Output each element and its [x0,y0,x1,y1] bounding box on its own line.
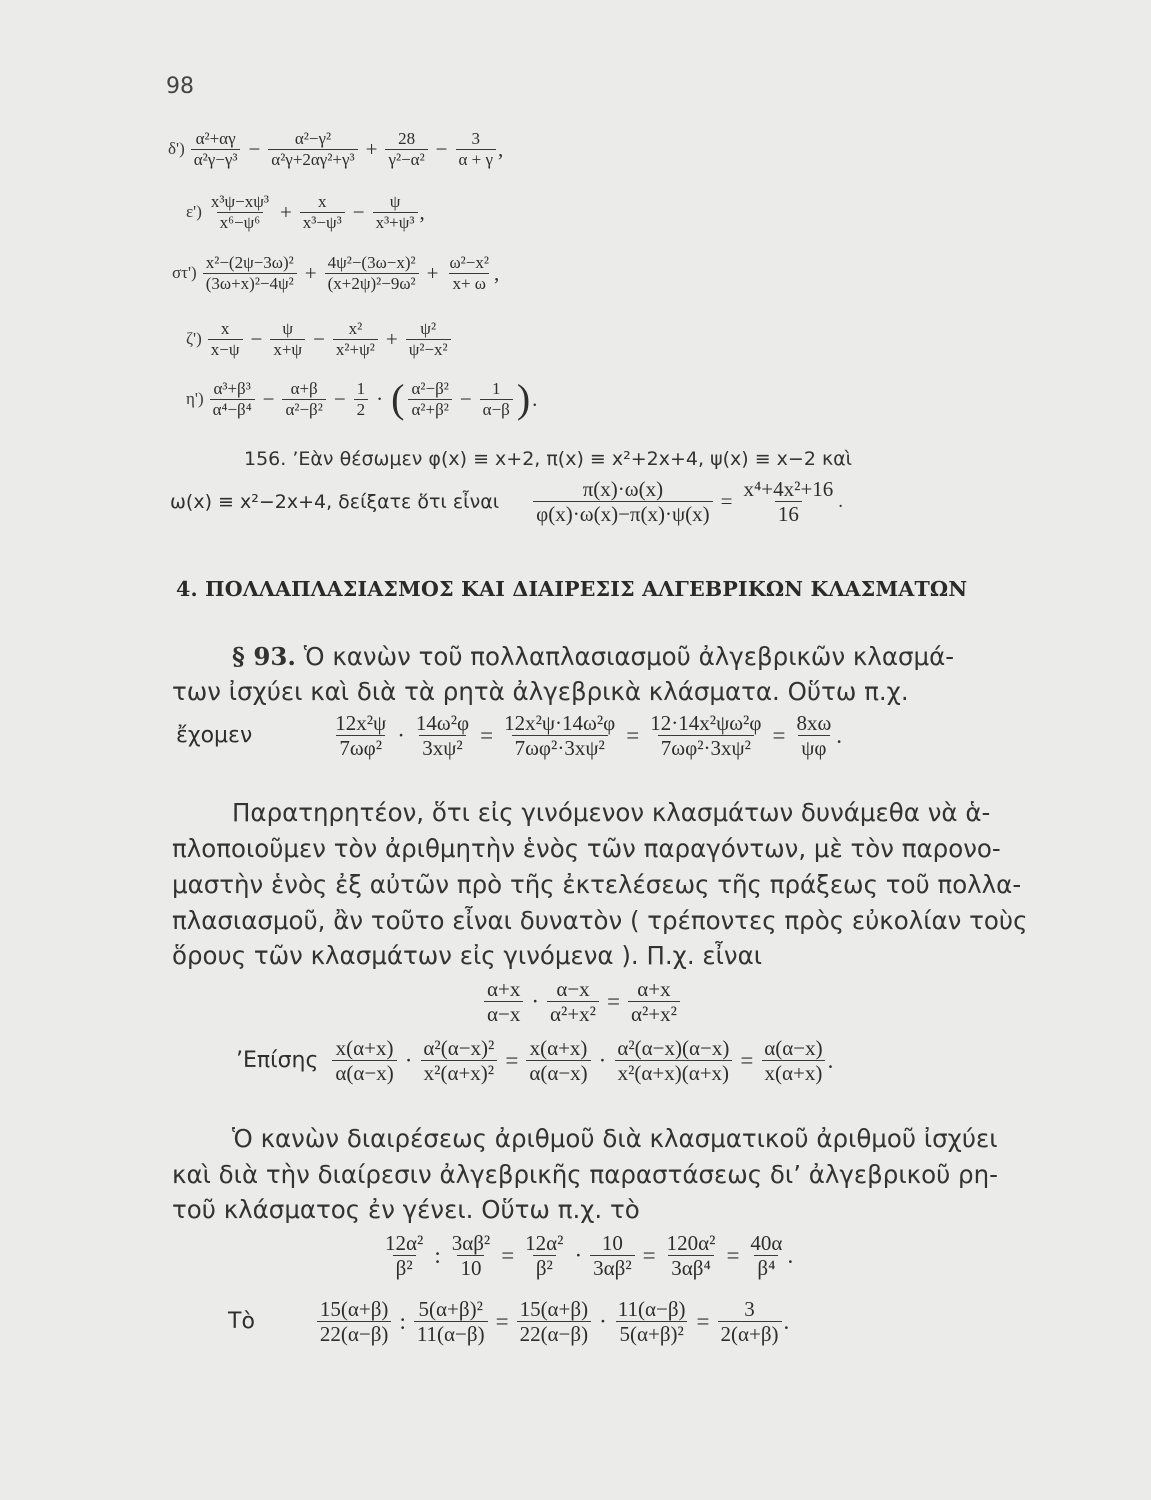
fraction-numerator: ψ [389,192,401,211]
fraction-numerator: α²−γ² [294,129,332,148]
exercise-156-line1: 156. ’Εὰν θέσωμεν φ(x) ≡ x+2, π(x) ≡ x²+2x+4, ψ(x) ≡ x−2 καὶ [244,448,853,470]
fraction-denominator: α²+x² [547,1001,599,1025]
fraction-numerator: 12·14x²ψω²φ [650,711,762,735]
fraction-numerator: ψ [282,319,294,338]
fraction-numerator: α²(α−x)² [423,1036,495,1060]
fraction-denominator: α²γ+2αγ²+γ³ [268,149,357,169]
fraction-numerator: 14ω²φ [415,711,470,735]
equation-prefix: Τὸ [228,1309,255,1335]
fraction-denominator: 22(α−β) [517,1321,592,1345]
paragraph-line: καὶ διὰ τὴν διαίρεσιν ἀλγεβρικῆς παραστάσεως δι’ ἀλγεβρικοῦ ρη- [172,1160,998,1189]
equation-simplify: $\frac{\alpha+x}{\alpha-x}$ · $\frac{\alpha-x}{\text{α²+x²}}$ = $\frac{\alpha+x}{\text{α²+x²}}$ [482,978,682,1025]
exercise-epsilon: ε') $\frac{\text{x³ψ−xψ³}}{\text{x⁶−ψ⁶}}$ + $\frac{x}{\text{x³−ψ³}}$ − $\frac{\psi}{\text{x³+ψ³}}$ , [186,192,425,232]
fraction-numerator: 10 [601,1231,623,1255]
fraction-denominator: x³−ψ³ [300,212,345,232]
fraction-numerator: 3 [744,1297,755,1321]
fraction-denominator: 5(α+β)² [616,1321,686,1345]
fraction-denominator: x−ψ [208,339,243,359]
fraction-numerator: 3αβ² [451,1231,491,1255]
section-heading: 4. ΠΟΛΛΑΠΛΑΣΙΑΣΜΟΣ ΚΑΙ ΔΙΑΙΡΕΣΙΣ ΑΛΓΕΒΡΙΚΩΝ ΚΛΑΣΜΑΤΩΝ [176,577,968,601]
paragraph-line: τοῦ κλάσματος ἐν γένει. Οὕτω π.χ. τὸ [172,1195,640,1224]
fraction-numerator: 15(α+β) [319,1297,389,1321]
fraction-denominator: 7ωφ²·3xψ² [658,735,754,759]
fraction-denominator: x+ψ [270,339,305,359]
fraction-denominator: 3xψ² [419,735,465,759]
fraction-numerator: 15(α+β) [519,1297,589,1321]
fraction-denominator: 3αβ² [590,1255,634,1279]
equation-prefix: ’Επίσης [236,1048,319,1074]
fraction-numerator: x³ψ−xψ³ [210,192,269,211]
fraction-denominator: β² [533,1255,556,1279]
fraction-denominator: α−β [480,399,513,419]
paragraph-line: Ὁ κανὼν διαιρέσεως ἀριθμοῦ διὰ κλασματικοῦ ἀριθμοῦ ἰσχύει [232,1124,998,1153]
fraction-denominator: α²+β² [408,399,451,419]
fraction-numerator: 3 [471,129,481,148]
exercise-delta: δ') $\frac{\text{α²+αγ}}{\text{α²γ−γ³}}$ − $\frac{\text{α²−γ²}}{\text{α²γ+2αγ²+γ³}}$ + $\frac{28}{\text{γ²−α²}}$ − $\frac{3}{\alpha + \gamma}$ , [168,129,504,169]
exercise-label: δ') [168,139,185,159]
fraction-denominator: 22(α−β) [317,1321,392,1345]
fraction-denominator: ψ²−x² [406,339,451,359]
fraction-denominator: ψφ [798,735,829,759]
fraction-numerator: x(α+x) [529,1036,588,1060]
fraction-denominator: 2(α+β) [718,1321,782,1345]
equation-also: ’Επίσης $\frac{x(\alpha+x)}{\alpha(\alpha-x)}$ · $\frac{\text{α²(α−x)²}}{\text{x²(α+x)²}}$ = $\frac{x(\alpha+x)}{\alpha(\alpha-x)}$ · $\frac{\text{α²(α−x)(α−x)}}{\text{x²(α+x)(α+x)}}$ = $\frac{\alpha(\alpha-x)}{x(\alpha+x)}$ . [236,1036,834,1086]
fraction-denominator: α(α−x) [332,1060,396,1084]
paragraph-line: μαστὴν ἑνὸς ἐξ αὐτῶν πρὸ τῆς ἐκτελέσεως τῆς πράξεως τοῦ πολλα- [172,870,1022,899]
section-93-line1 [232,642,954,671]
fraction-numerator: 28 [398,129,416,148]
fraction-numerator: 40α [750,1231,783,1255]
fraction-denominator: γ²−α² [385,149,427,169]
fraction-numerator: 8xω [796,711,832,735]
exercise-zeta: ζ') $\frac{x}{x-\psi}$ − $\frac{\psi}{x+\psi}$ − $\frac{\text{x²}}{\text{x²+ψ²}}$ + $\frac{\text{ψ²}}{\text{ψ²−x²}}$ [186,320,453,359]
equation-division-1: $\frac{\text{12α²}}{\text{β²}}$ : $\frac{\text{3αβ²}}{10}$ = $\frac{\text{12α²}}{\text{β²}}$ · $\frac{10}{\text{3αβ²}}$ = $\frac{\text{120α²}}{\text{3αβ⁴}}$ = $\frac{40\alpha}{\text{β⁴}}$ . [380,1232,793,1279]
fraction-numerator: ω²−x² [449,253,489,272]
fraction-numerator: x [220,319,230,338]
fraction-numerator: 1 [356,378,366,398]
fraction-denominator: β² [393,1255,416,1279]
paragraph-line: Παρατηρητέον, ὅτι εἰς γινόμενον κλασμάτων δυνάμεθα νὰ ἁ- [232,798,991,827]
exercise-156-prefix: ω(x) ≡ x²−2x+4, δείξατε ὅτι εἶναι [170,490,500,513]
fraction-numerator: α−x [556,977,590,1001]
fraction-numerator: x [318,192,327,211]
exercise-156-line2: ω(x) ≡ x²−2x+4, δείξατε ὅτι εἶναι $\frac{\pi(x)\cdot\omega(x)}{\varphi(x)\cdot\omega(x)-\pi(x)\cdot\psi(x)}$ = $\frac{\text{x⁴+4x²+16}}{16}$ . [170,477,844,527]
fraction-denominator: (3ω+x)²−4ψ² [203,273,297,293]
fraction-denominator: 7ωφ² [336,735,385,759]
fraction-denominator: φ(x)·ω(x)−π(x)·ψ(x) [533,501,712,525]
fraction-numerator: α²+αγ [195,129,236,148]
fraction-numerator: 4ψ²−(3ω−x)² [327,253,416,272]
equation-prefix: ἔχομεν [176,723,253,749]
section-93-line2: των ἰσχύει καὶ διὰ τὰ ρητὰ ἀλγεβρικὰ κλάσματα. Οὕτω π.χ. [172,677,909,706]
exercise-label: ζ') [186,329,202,349]
paragraph-line: πλασιασμοῦ, ἂν τοῦτο εἶναι δυνατὸν ( τρέποντες πρὸς εὐκολίαν τοὺς [172,906,1028,935]
fraction-denominator: x(α+x) [762,1060,826,1084]
fraction-numerator: α²−β² [411,378,449,398]
fraction-denominator: (x+2ψ)²−9ω² [325,273,419,293]
fraction-numerator: π(x)·ω(x) [582,477,664,501]
exercise-st: στ') $\frac{\text{x²−(2ψ−3ω)²}}{\text{(3ω+x)²−4ψ²}}$ + $\frac{\text{4ψ²−(3ω−x)²}}{\text{(x+2ψ)²−9ω²}}$ + $\frac{\text{ω²−x²}}{x+ \omega}$ , [172,253,500,293]
exercise-label: στ') [172,263,197,283]
fraction-numerator: α+β [290,378,318,398]
equals-sign: = [720,489,733,514]
fraction-denominator: 7ωφ²·3xψ² [512,735,608,759]
fraction-numerator: α+x [487,977,521,1001]
fraction-numerator: 12x²ψ·14ω²φ [504,711,616,735]
fraction-denominator: α−x [484,1001,523,1025]
fraction-denominator: α + γ [456,149,497,169]
page-number: 98 [166,74,194,99]
fraction-denominator: α⁴−β⁴ [210,399,255,419]
fraction-denominator: α²γ−γ³ [191,149,241,169]
section-number: § 93. [232,642,296,671]
fraction-numerator: 12α² [525,1231,564,1255]
fraction-numerator: x² [348,319,363,338]
fraction-denominator: x²(α+x)(α+x) [615,1060,732,1084]
equation-division-2: Τὸ $\frac{15(\alpha+\beta)}{22(\alpha-\beta)}$ : $\frac{\text{5(α+β)²}}{11(\alpha-\beta)}$ = $\frac{15(\alpha+\beta)}{22(\alpha-\beta)}$ · $\frac{11(\alpha-\beta)}{\text{5(α+β)²}}$ = $\frac{3}{2(\alpha+\beta)}$ . [228,1297,790,1347]
fraction-denominator: 10 [457,1255,484,1279]
fraction-denominator: α²−β² [282,399,325,419]
exercise-label: ε') [186,202,202,222]
fraction-numerator: 5(α+β)² [418,1297,483,1321]
fraction-numerator: 1 [492,378,501,398]
fraction-numerator: α³+β³ [213,378,251,398]
exercise-label: η') [186,389,204,408]
fraction-numerator: α(α−x) [764,1036,823,1060]
fraction-numerator: x⁴+4x²+16 [743,477,834,501]
fraction-numerator: 11(α−β) [617,1297,686,1321]
fraction-numerator: 12x²ψ [335,711,387,735]
fraction-denominator: x⁶−ψ⁶ [217,212,264,232]
fraction-numerator: α²(α−x)(α−x) [617,1036,730,1060]
fraction-denominator: β⁴ [754,1255,778,1279]
fraction-denominator: x²(α+x)² [421,1060,497,1084]
fraction-denominator: x+ ω [449,273,489,293]
fraction-denominator: 2 [354,399,369,419]
fraction-denominator: 11(α−β) [414,1321,488,1345]
fraction-numerator: 12α² [385,1231,424,1255]
paragraph-line: πλοποιοῦμεν τὸν ἀριθμητὴν ἑνὸς τῶν παραγόντων, μὲ τὸν παρονο- [172,834,1001,863]
fraction-numerator: 120α² [666,1231,716,1255]
section-93-text: Ὁ κανὼν τοῦ πολλαπλασιασμοῦ ἀλγεβρικῶν κλασμά- [303,642,955,671]
exercise-eta: η') $\frac{\text{α³+β³}}{\text{α⁴−β⁴}}$ − $\frac{\alpha+\beta}{\text{α²−β²}}$ − $\frac{1}{2}$ · ( $\frac{\text{α²−β²}}{\text{α²+β²}}$ − $\frac{1}{\alpha-\beta}$ ) . [186,376,538,421]
fraction-denominator: α(α−x) [526,1060,590,1084]
fraction-denominator: x³+ψ³ [373,212,418,232]
fraction-denominator: 3αβ⁴ [668,1255,714,1279]
paragraph-line: ὅρους τῶν κλασμάτων εἰς γινόμενα ). Π.χ. εἶναι [172,941,763,970]
equation-multiplication: ἔχομεν $\frac{\text{12x²ψ}}{\text{7ωφ²}}$ · $\frac{\text{14ω²φ}}{\text{3xψ²}}$ = $\frac{\text{12x²ψ·14ω²φ}}{\text{7ωφ²·3xψ²}}$ = $\frac{\text{12·14x²ψω²φ}}{\text{7ωφ²·3xψ²}}$ = $\frac{8x\omega}{\psi\varphi}$ . [176,711,843,761]
fraction-numerator: ψ² [420,319,437,338]
fraction-numerator: α+x [637,977,671,1001]
fraction-numerator: x²−(2ψ−3ω)² [205,253,294,272]
fraction-denominator: x²+ψ² [333,339,378,359]
fraction-numerator: x(α+x) [335,1036,394,1060]
fraction-denominator: α²+x² [628,1001,680,1025]
fraction-denominator: 16 [775,501,802,525]
